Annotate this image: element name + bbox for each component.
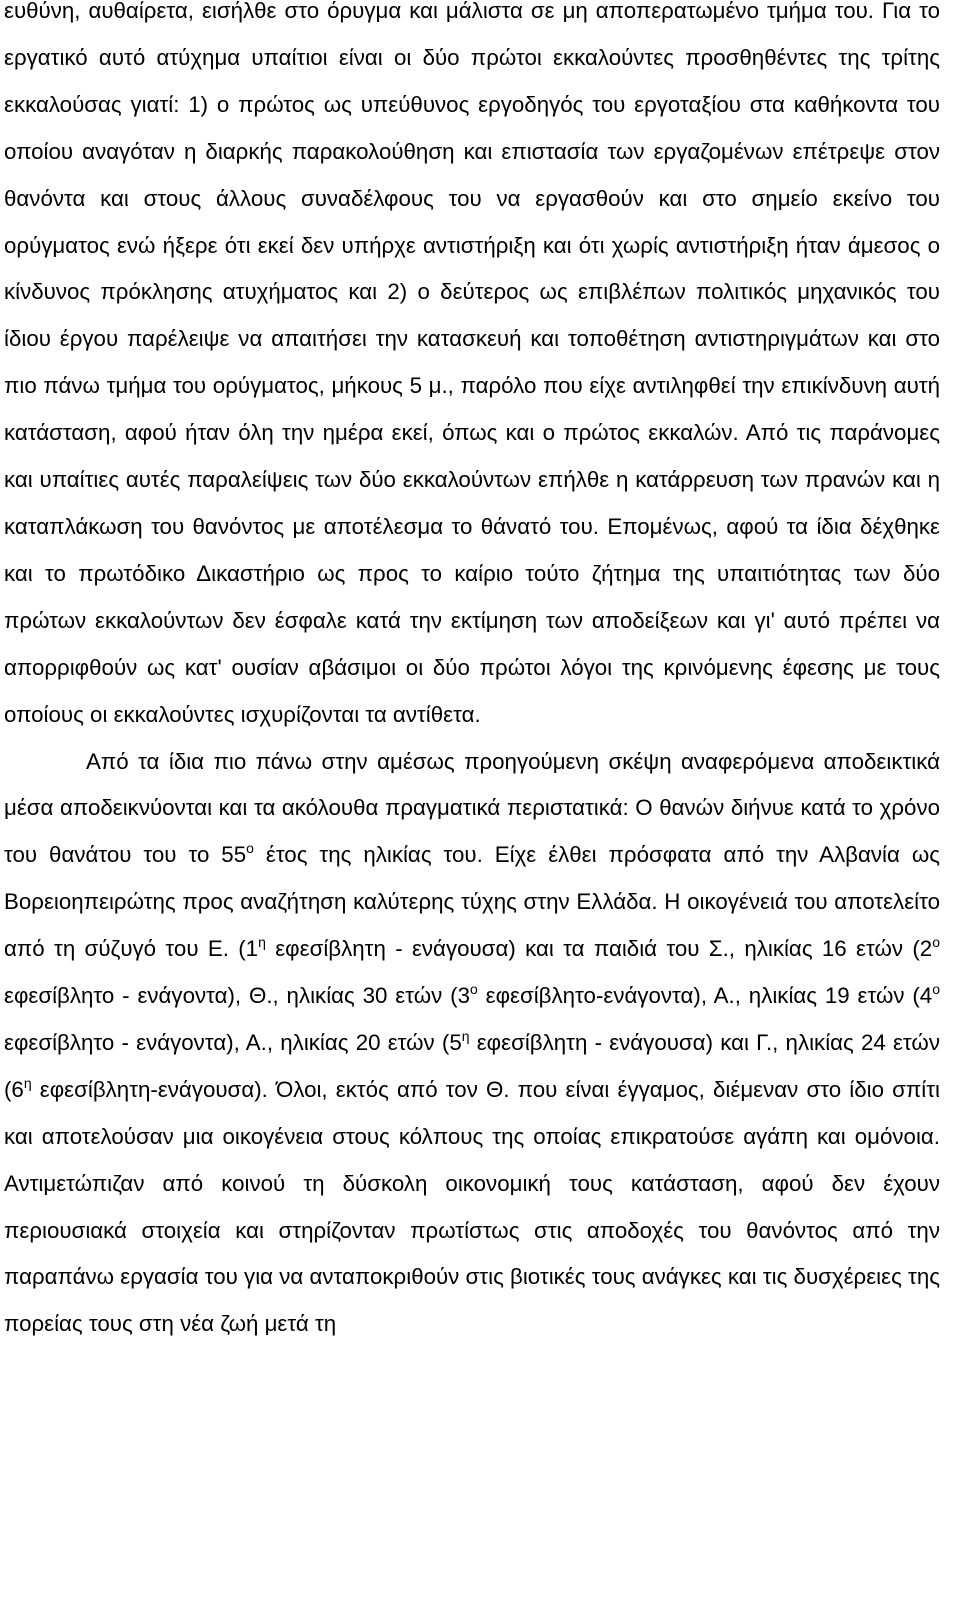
paragraph-2-text: εφεσίβλητο - ενάγοντα), Θ., ηλικίας 30 ετών (3 [4,983,470,1009]
superscript-ordinal: η [258,934,266,951]
paragraph-2-text: εφεσίβλητο-ενάγοντα), Α., ηλικίας 19 ετών (4 [477,983,933,1009]
superscript-ordinal: ο [469,981,478,998]
paragraph-2-text: εφεσίβλητο - ενάγοντα), Α., ηλικίας 20 ετών (5 [4,1029,462,1055]
paragraph-2 [4,739,940,1349]
paragraph-2-text: έτος της ηλικίας του. Είχε έλθει πρόσφατα από την Αλβανία ως Βορειοηπειρώτης προς αναζήτηση καλύτερης τύχης στην Ελλάδα. Η οικογένειά του αποτελείτο από τη σύζυγό του Ε. (1 [4,842,940,962]
superscript-ordinal: ο [932,934,940,951]
paragraph-1: ευθύνη, αυθαίρετα, εισήλθε στο όρυγμα και μάλιστα σε μη αποπερατωμένο τμήμα του. Για το εργατικό αυτό ατύχημα υπαίτιοι είναι οι δύο πρώτοι εκκαλούντες προσθηθέντες της τρίτης εκκαλούσας γιατί: 1) ο πρώτος ως υπεύθυνος εργοδηγός του εργοταξίου στα καθήκοντα του οποίου αναγόταν η διαρκής παρακολούθηση και επιστασία των εργαζομένων επέτρεψε στον θανόντα και στους άλλους συναδέλφους του να εργασθούν και στο σημείο εκείνο του ορύγματος ενώ ήξερε ότι εκεί δεν υπήρχε αντιστήριξη και ότι χωρίς αντιστήριξη ήταν άμεσος ο κίνδυνος πρόκλησης ατυχήματος και 2) ο δεύτερος ως επιβλέπων πολιτικός μηχανικός του ίδιου έργου παρέλειψε να απαιτήσει την κατασκευή και τοποθέτηση αντιστηριγμάτων και στο πιο πάνω τμήμα του ορύγματος, μήκους 5 μ., παρόλο που είχε αντιληφθεί την επικίνδυνη αυτή κατάσταση, αφού ήταν όλη την ημέρα εκεί, όπως και ο πρώτος εκκαλών. Από τις παράνομες και υπαίτιες αυτές παραλείψεις των δύο εκκαλούντων επήλθε η κατάρρευση των πρανών και η καταπλάκωση του θανόντος με αποτέλεσμα το θάνατό του. Επομένως, αφού τα ίδια δέχθηκε και το πρωτόδικο Δικαστήριο ως προς το καίριο τούτο ζήτημα της υπαιτιότητας των δύο πρώτων εκκαλούντων δεν έσφαλε κατά την εκτίμηση των αποδείξεων και γι' αυτό πρέπει να απορριφθούν ως κατ' ουσίαν αβάσιμοι οι δύο πρώτοι λόγοι της κρινόμενης έφεσης με τους οποίους οι εκκαλούντες ισχυρίζονται τα αντίθετα. [4,0,940,727]
superscript-ordinal: ο [246,840,254,857]
paragraph-2-text: εφεσίβλητη-ενάγουσα). Όλοι, εκτός από τον Θ. που είναι έγγαμος, διέμεναν στο ίδιο σπίτι και αποτελούσαν μια οικογένεια στους κόλπους της οποίας επικρατούσε αγάπη και ομόνοια. Αντιμετώπιζαν από κοινού τη δύσκολη οικονομική τους κατάσταση, αφού δεν έχουν περιουσιακά στοιχεία και στηρίζονταν πρωτίστως στις αποδοχές του θανόντος από την παραπάνω εργασία του για να ανταποκριθούν στις βιοτικές τους ανάγκες και τις δυσχέρειες της πορείας τους στη νέα ζωή μετά τη [4,1076,940,1337]
superscript-ordinal: η [23,1074,32,1091]
paragraph-2-text: εφεσίβλητη - ενάγουσα) και τα παιδιά του Σ., ηλικίας 16 ετών (2 [265,936,933,962]
superscript-ordinal: ο [932,981,940,998]
paragraph-2-text: Από τα ίδια πιο πάνω στην αμέσως προηγούμενη σκέψη αναφερόμενα αποδεικτικά μέσα αποδεικνύονται και τα ακόλουθα πραγματικά περιστατικά: Ο θανών διήνυε κατά το χρόνο του θανάτου του το 55 [4,748,940,868]
paragraph-2-text: εφεσίβλητη - ενάγουσα) και Γ., ηλικίας 24 ετών (6 [4,1029,940,1102]
superscript-ordinal: η [461,1027,470,1044]
document-page [4,0,940,1348]
